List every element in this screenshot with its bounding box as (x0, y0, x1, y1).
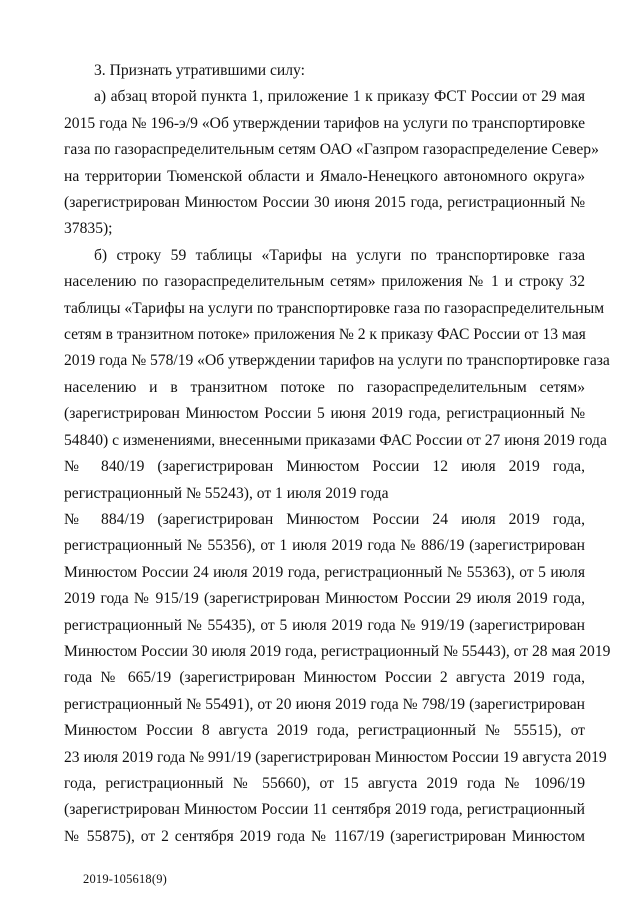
document-footer-code: 2019-105618(9) (83, 872, 168, 886)
text-line: регистрационный № 55243), от 1 июля 2019 года (64, 484, 389, 502)
text-line: № 884/19 (зарегистрирован Минюстом России 24 июля 2019 года, (64, 510, 585, 528)
text-line: № 55875), от 2 сентября 2019 года № 1167/19 (зарегистрирован Минюстом (64, 827, 585, 845)
text-line: Минюстом России 24 июля 2019 года, регистрационный № 55363), от 5 июля (64, 563, 585, 581)
text-line: регистрационный № 55435), от 5 июля 2019 года № 919/19 (зарегистрирован (64, 616, 585, 634)
text-line: а) абзац второй пункта 1, приложение 1 к приказу ФСТ России от 29 мая (94, 88, 585, 106)
text-line: Минюстом России 8 августа 2019 года, регистрационный № 55515), от (64, 722, 585, 740)
text-line: таблицы «Тарифы на услуги по транспортировке газа по газораспределительным (64, 299, 605, 317)
text-line: на территории Тюменской области и Ямало-Ненецкого автономного округа» (64, 167, 585, 185)
text-line: Минюстом России 30 июля 2019 года, регистрационный № 55443), от 28 мая 2019 (64, 642, 611, 660)
text-line: 37835); (64, 220, 113, 238)
text-line: (зарегистрирован Минюстом России 30 июня 2015 года, регистрационный № (64, 194, 585, 212)
text-line: № 840/19 (зарегистрирован Минюстом России 12 июля 2019 года, (64, 458, 585, 476)
text-line: б) строку 59 таблицы «Тарифы на услуги по транспортировке газа (94, 246, 585, 264)
text-line: населению по газораспределительным сетям» приложения № 1 и строку 32 (64, 273, 585, 291)
text-line: 2019 года № 915/19 (зарегистрирован Минюстом России 29 июля 2019 года, (64, 590, 585, 608)
text-line: регистрационный № 55491), от 20 июня 2019 года № 798/19 (зарегистрирован (64, 695, 585, 713)
text-line: газа по газораспределительным сетям ОАО «Газпром газораспределение Север» (64, 141, 599, 159)
text-line: (зарегистрирован Минюстом России 11 сентября 2019 года, регистрационный (64, 801, 585, 819)
text-line: (зарегистрирован Минюстом России 5 июня 2019 года, регистрационный № (64, 405, 585, 423)
document-body (64, 58, 611, 850)
text-line: 54840) с изменениями, внесенными приказами ФАС России от 27 июня 2019 года (64, 431, 607, 449)
text-line: регистрационный № 55356), от 1 июля 2019 года № 886/19 (зарегистрирован (64, 537, 585, 555)
text-line: сетям в транзитном потоке» приложения № 2 к приказу ФАС России от 13 мая (64, 326, 586, 344)
text-line: года, регистрационный № 55660), от 15 августа 2019 года № 1096/19 (64, 774, 585, 792)
text-line: года № 665/19 (зарегистрирован Минюстом России 2 августа 2019 года, (64, 669, 585, 687)
text-line: 23 июля 2019 года № 991/19 (зарегистрирован Минюстом России 19 августа 2019 (64, 748, 607, 766)
text-line: 2019 года № 578/19 «Об утверждении тарифов на услуги по транспортировке газа (64, 352, 610, 370)
text-line: 2015 года № 196-э/9 «Об утверждении тарифов на услуги по транспортировке (64, 114, 585, 132)
text-line: населению и в транзитном потоке по газораспределительным сетям» (64, 378, 585, 396)
text-line: 3. Признать утратившими силу: (94, 62, 305, 79)
